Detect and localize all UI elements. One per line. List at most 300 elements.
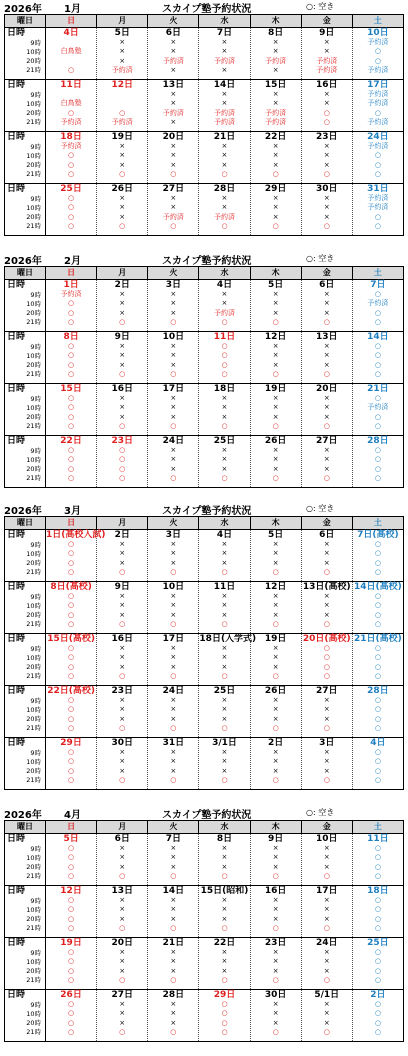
slot-status: 予約済 (367, 38, 389, 46)
date-label: 6日 (165, 28, 181, 38)
date-label: 29日 (264, 184, 287, 194)
day-cell[interactable] (97, 132, 148, 184)
open-slot-mark: ○ (68, 412, 75, 421)
slot-time-label: 10時 (26, 957, 41, 966)
day-cell[interactable] (352, 686, 403, 738)
day-cell[interactable] (148, 938, 199, 990)
closed-slot-mark: × (323, 896, 330, 904)
day-cell[interactable] (199, 530, 250, 582)
day-cell[interactable] (199, 886, 250, 938)
month-calendar-table (4, 266, 404, 488)
day-cell[interactable] (301, 686, 352, 738)
day-cell[interactable] (97, 886, 148, 938)
date-label: 5/1日 (314, 990, 340, 1000)
slot-time-label: 9時 (30, 540, 41, 549)
day-cell[interactable] (199, 436, 250, 488)
day-cell[interactable] (352, 184, 403, 236)
slot-status: 予約済 (213, 108, 235, 117)
closed-slot-mark: × (221, 705, 228, 714)
closed-slot-mark: × (221, 394, 228, 402)
day-cell[interactable] (148, 738, 199, 790)
day-cell[interactable] (148, 332, 199, 384)
day-cell[interactable] (148, 990, 199, 1042)
closed-slot-mark: × (119, 299, 126, 308)
day-cell[interactable] (352, 28, 403, 80)
open-slot-mark: ○ (68, 914, 75, 923)
weekday-header-row (5, 15, 404, 28)
open-slot-mark: ○ (170, 775, 177, 784)
slot-time-label: 10時 (26, 351, 41, 360)
day-cell[interactable] (46, 332, 97, 384)
open-slot-mark: ○ (68, 766, 75, 775)
day-cell[interactable] (250, 686, 301, 738)
day-cell[interactable] (97, 436, 148, 488)
day-cell[interactable] (46, 886, 97, 938)
day-cell[interactable] (250, 280, 301, 332)
day-cell[interactable] (199, 280, 250, 332)
open-slot-mark: ○ (119, 567, 126, 576)
open-slot-mark: ○ (374, 601, 381, 610)
day-cell[interactable] (97, 834, 148, 886)
closed-slot-mark: × (170, 455, 177, 464)
slot-status: 予約済 (265, 117, 287, 126)
slot-time-label: 20時 (26, 862, 41, 871)
day-cell[interactable] (352, 132, 403, 184)
day-cell[interactable] (148, 686, 199, 738)
week-row (5, 184, 404, 236)
closed-slot-mark: × (119, 342, 126, 350)
open-slot-mark: ○ (221, 723, 228, 732)
open-slot-mark: ○ (374, 714, 381, 723)
day-cell[interactable] (199, 738, 250, 790)
year-label: 2026年 (4, 810, 42, 821)
closed-slot-mark: × (119, 360, 126, 369)
open-slot-mark: ○ (68, 923, 75, 932)
open-slot-mark: ○ (68, 567, 75, 576)
closed-slot-mark: × (323, 705, 330, 714)
day-cell[interactable] (352, 332, 403, 384)
day-cell[interactable] (301, 332, 352, 384)
open-slot-mark: ○ (374, 766, 381, 775)
day-cell[interactable] (46, 280, 97, 332)
open-slot-mark: ○ (68, 957, 75, 966)
week-row (5, 886, 404, 938)
closed-slot-mark: × (272, 601, 279, 610)
time-label-cell (5, 886, 46, 938)
closed-slot-mark: × (221, 203, 228, 212)
day-cell[interactable] (301, 738, 352, 790)
day-cell[interactable] (46, 634, 97, 686)
closed-slot-mark: × (170, 160, 177, 169)
day-cell[interactable] (199, 28, 250, 80)
closed-slot-mark: × (119, 705, 126, 714)
open-slot-mark: ○ (374, 151, 381, 160)
date-label: 19日 (264, 384, 287, 394)
date-label: 15日 (60, 384, 82, 394)
open-slot-mark: ○ (374, 412, 381, 421)
date-label: 6日 (319, 530, 335, 540)
day-cell[interactable] (199, 132, 250, 184)
day-cell[interactable] (199, 834, 250, 886)
closed-slot-mark: × (119, 696, 126, 704)
day-cell[interactable] (46, 184, 97, 236)
closed-slot-mark: × (170, 194, 177, 202)
legend: ○: 空き (306, 254, 335, 263)
day-time-label: 日時 (7, 280, 26, 290)
day-cell[interactable] (301, 990, 352, 1042)
slot-time-label: 9時 (30, 592, 41, 601)
day-cell[interactable] (46, 990, 97, 1042)
day-cell[interactable] (301, 80, 352, 132)
day-cell[interactable] (148, 886, 199, 938)
open-slot-mark: ○ (374, 1018, 381, 1027)
closed-slot-mark: × (221, 905, 228, 914)
open-slot-mark: ○ (119, 108, 126, 117)
closed-slot-mark: × (323, 948, 330, 956)
weekday-header: 土 (352, 267, 403, 280)
weekday-header: 水 (199, 821, 250, 834)
day-cell[interactable] (250, 184, 301, 236)
date-label: 16日 (111, 634, 133, 644)
day-cell[interactable] (301, 834, 352, 886)
open-slot-mark: ○ (272, 775, 279, 784)
day-cell[interactable] (199, 686, 250, 738)
month-header (0, 252, 408, 266)
day-cell[interactable] (46, 384, 97, 436)
date-label: 3日 (319, 738, 335, 748)
open-slot-mark: ○ (323, 653, 330, 662)
day-cell[interactable] (148, 530, 199, 582)
open-slot-mark: ○ (374, 56, 381, 65)
day-cell[interactable] (199, 582, 250, 634)
closed-slot-mark: × (119, 56, 126, 65)
closed-slot-mark: × (170, 403, 177, 412)
day-cell[interactable] (46, 834, 97, 886)
open-slot-mark: ○ (68, 558, 75, 567)
date-label: 15日 (264, 80, 287, 90)
day-cell[interactable] (301, 436, 352, 488)
day-cell[interactable] (352, 280, 403, 332)
open-slot-mark: ○ (374, 592, 381, 600)
day-cell[interactable] (352, 80, 403, 132)
open-slot-mark: ○ (374, 696, 381, 704)
closed-slot-mark: × (221, 38, 228, 46)
slot-status: 予約済 (162, 108, 184, 117)
date-label: 23日 (316, 132, 338, 142)
open-slot-mark: ○ (374, 705, 381, 714)
day-cell[interactable] (148, 834, 199, 886)
day-cell[interactable] (97, 384, 148, 436)
open-slot-mark: ○ (68, 905, 75, 914)
day-cell[interactable] (352, 582, 403, 634)
closed-slot-mark: × (323, 844, 330, 852)
closed-slot-mark: × (272, 966, 279, 975)
slot-status: 予約済 (60, 117, 82, 126)
day-cell[interactable] (250, 938, 301, 990)
date-label: 27日 (316, 436, 338, 446)
day-cell[interactable] (97, 990, 148, 1042)
week-row (5, 28, 404, 80)
closed-slot-mark: × (323, 90, 330, 98)
closed-slot-mark: × (272, 957, 279, 966)
closed-slot-mark: × (119, 862, 126, 871)
closed-slot-mark: × (170, 117, 177, 126)
date-label: 29日 (60, 738, 82, 748)
slot-time-label: 9時 (30, 896, 41, 905)
slot-time-label: 9時 (30, 38, 41, 47)
day-cell[interactable] (199, 990, 250, 1042)
month-label: 4月 (64, 810, 81, 821)
slot-time-label: 10時 (26, 757, 41, 766)
day-cell[interactable] (250, 384, 301, 436)
closed-slot-mark: × (221, 610, 228, 619)
day-cell[interactable] (301, 132, 352, 184)
date-label: 21日 (367, 384, 389, 394)
day-cell[interactable] (199, 634, 257, 686)
day-cell[interactable] (250, 436, 301, 488)
closed-slot-mark: × (119, 394, 126, 402)
day-cell[interactable] (199, 184, 250, 236)
open-slot-mark: ○ (170, 169, 177, 178)
day-cell[interactable] (199, 332, 250, 384)
date-label: 17日 (316, 886, 338, 896)
date-label: 29日 (213, 990, 236, 1000)
slot-time-label: 21時 (26, 473, 41, 482)
week-row (5, 384, 404, 436)
day-cell[interactable] (148, 280, 199, 332)
open-slot-mark: ○ (221, 473, 228, 482)
open-slot-mark: ○ (68, 748, 75, 756)
day-cell[interactable] (148, 436, 199, 488)
week-row (5, 436, 404, 488)
day-cell[interactable] (148, 28, 199, 80)
date-label: 12日 (264, 332, 287, 342)
open-slot-mark: ○ (221, 1018, 228, 1027)
slot-time-label: 10時 (26, 905, 41, 914)
open-slot-mark: ○ (68, 844, 75, 852)
week-row (5, 332, 404, 384)
date-label: 10日 (316, 834, 338, 844)
day-cell[interactable] (199, 80, 250, 132)
day-cell[interactable] (301, 886, 352, 938)
day-cell[interactable] (250, 132, 301, 184)
open-slot-mark: ○ (68, 351, 75, 360)
date-label: 19日 (111, 132, 133, 142)
day-cell[interactable] (97, 938, 148, 990)
day-cell[interactable] (97, 634, 148, 686)
day-cell[interactable] (148, 80, 199, 132)
slot-time-label: 9時 (30, 142, 41, 151)
open-slot-mark: ○ (170, 221, 177, 230)
open-slot-mark: ○ (374, 610, 381, 619)
closed-slot-mark: × (323, 99, 330, 108)
day-cell[interactable] (46, 28, 97, 80)
slot-status: 予約済 (316, 56, 338, 65)
closed-slot-mark: × (272, 844, 279, 852)
closed-slot-mark: × (272, 342, 279, 350)
month-block (0, 0, 408, 236)
slot-status: 予約済 (367, 142, 389, 150)
day-cell[interactable] (301, 28, 352, 80)
day-time-label: 日時 (7, 384, 26, 394)
closed-slot-mark: × (170, 601, 177, 610)
legend: ○: 空き (306, 808, 335, 817)
closed-slot-mark: × (170, 714, 177, 723)
day-cell[interactable] (97, 686, 148, 738)
day-cell[interactable] (250, 834, 301, 886)
day-cell[interactable] (46, 582, 97, 634)
closed-slot-mark: × (170, 151, 177, 160)
date-label: 6日 (114, 834, 130, 844)
day-cell[interactable] (250, 530, 301, 582)
day-cell[interactable] (352, 834, 403, 886)
day-cell[interactable] (148, 582, 199, 634)
day-cell[interactable] (352, 990, 403, 1042)
slot-status: 予約済 (213, 56, 235, 65)
open-slot-mark: ○ (323, 221, 330, 230)
closed-slot-mark: × (119, 957, 126, 966)
open-slot-mark: ○ (374, 905, 381, 914)
open-slot-mark: ○ (374, 862, 381, 871)
closed-slot-mark: × (221, 47, 228, 56)
open-slot-mark: ○ (119, 1027, 126, 1036)
slot-time-label: 20時 (26, 662, 41, 671)
closed-slot-mark: × (170, 394, 177, 402)
day-cell[interactable] (352, 738, 403, 790)
open-slot-mark: ○ (374, 421, 381, 430)
weekday-header: 土 (352, 821, 403, 834)
open-slot-mark: ○ (170, 369, 177, 378)
open-slot-mark: ○ (68, 1018, 75, 1027)
day-cell[interactable] (352, 634, 403, 686)
date-label: 27日 (162, 184, 185, 194)
day-cell[interactable] (352, 436, 403, 488)
closed-slot-mark: × (272, 142, 279, 150)
day-cell[interactable] (148, 384, 199, 436)
day-cell[interactable] (97, 332, 148, 384)
closed-slot-mark: × (170, 203, 177, 212)
slot-time-label: 20時 (26, 766, 41, 775)
day-cell[interactable] (46, 938, 97, 990)
slot-time-label: 20時 (26, 360, 41, 369)
day-cell[interactable] (148, 132, 199, 184)
slot-time-label: 10時 (26, 853, 41, 862)
open-slot-mark: ○ (272, 221, 279, 230)
day-cell[interactable] (46, 686, 97, 738)
closed-slot-mark: × (272, 194, 279, 202)
closed-slot-mark: × (170, 464, 177, 473)
closed-slot-mark: × (119, 610, 126, 619)
month-header (0, 502, 408, 516)
month-label: 3月 (64, 506, 81, 517)
day-cell[interactable] (199, 384, 250, 436)
day-cell[interactable] (352, 938, 403, 990)
day-cell[interactable] (97, 738, 148, 790)
date-label: 9日 (268, 834, 284, 844)
closed-slot-mark: × (170, 844, 177, 852)
open-slot-mark: ○ (374, 957, 381, 966)
day-cell[interactable] (352, 530, 403, 582)
day-cell[interactable] (250, 634, 301, 686)
open-slot-mark: ○ (119, 169, 126, 178)
day-cell[interactable] (97, 80, 148, 132)
slot-time-label: 20時 (26, 412, 41, 421)
slot-time-label: 10時 (26, 403, 41, 412)
day-cell[interactable] (97, 280, 148, 332)
day-cell[interactable] (250, 28, 301, 80)
open-slot-mark: ○ (119, 923, 126, 932)
day-cell[interactable] (250, 886, 301, 938)
closed-slot-mark: × (272, 290, 279, 298)
open-slot-mark: ○ (221, 169, 228, 178)
closed-slot-mark: × (272, 905, 279, 914)
day-cell[interactable] (301, 280, 352, 332)
day-cell[interactable] (46, 530, 106, 582)
weekday-header: 金 (301, 517, 352, 530)
open-slot-mark: ○ (170, 1027, 177, 1036)
day-cell[interactable] (46, 80, 97, 132)
closed-slot-mark: × (119, 290, 126, 298)
open-slot-mark: ○ (374, 108, 381, 117)
day-cell[interactable] (97, 582, 148, 634)
slot-time-label: 20時 (26, 914, 41, 923)
day-cell[interactable] (250, 582, 301, 634)
day-cell[interactable] (250, 990, 301, 1042)
week-row (5, 80, 404, 132)
open-slot-mark: ○ (374, 853, 381, 862)
open-slot-mark: ○ (119, 455, 126, 464)
slot-time-label: 20時 (26, 558, 41, 567)
open-slot-mark: ○ (374, 844, 381, 852)
day-cell[interactable] (352, 886, 403, 938)
day-cell[interactable] (46, 132, 97, 184)
open-slot-mark: ○ (68, 421, 75, 430)
day-cell[interactable] (352, 384, 403, 436)
slot-status: 予約済 (162, 212, 184, 221)
day-time-label: 日時 (7, 132, 26, 142)
day-cell[interactable] (301, 634, 352, 686)
date-label: 22日 (264, 132, 287, 142)
closed-slot-mark: × (272, 896, 279, 904)
day-cell[interactable] (301, 530, 352, 582)
day-cell[interactable] (250, 738, 301, 790)
day-cell[interactable] (301, 384, 352, 436)
day-cell[interactable] (199, 938, 250, 990)
day-cell[interactable] (301, 582, 352, 634)
open-slot-mark: ○ (170, 619, 177, 628)
day-cell[interactable] (301, 938, 352, 990)
day-cell[interactable] (148, 634, 199, 686)
day-cell[interactable] (250, 80, 301, 132)
open-slot-mark: ○ (170, 871, 177, 880)
day-cell[interactable] (148, 184, 199, 236)
day-cell[interactable] (301, 184, 352, 236)
open-slot-mark: ○ (68, 948, 75, 956)
day-cell[interactable] (250, 332, 301, 384)
open-slot-mark: ○ (68, 194, 75, 202)
closed-slot-mark: × (221, 844, 228, 852)
closed-slot-mark: × (119, 558, 126, 567)
open-slot-mark: ○ (68, 394, 75, 402)
day-cell[interactable] (97, 184, 148, 236)
date-label: 28日 (367, 436, 389, 446)
day-cell[interactable] (46, 436, 97, 488)
closed-slot-mark: × (119, 844, 126, 852)
day-cell[interactable] (46, 738, 97, 790)
closed-slot-mark: × (272, 360, 279, 369)
open-slot-mark: ○ (170, 723, 177, 732)
day-cell[interactable] (97, 28, 148, 80)
